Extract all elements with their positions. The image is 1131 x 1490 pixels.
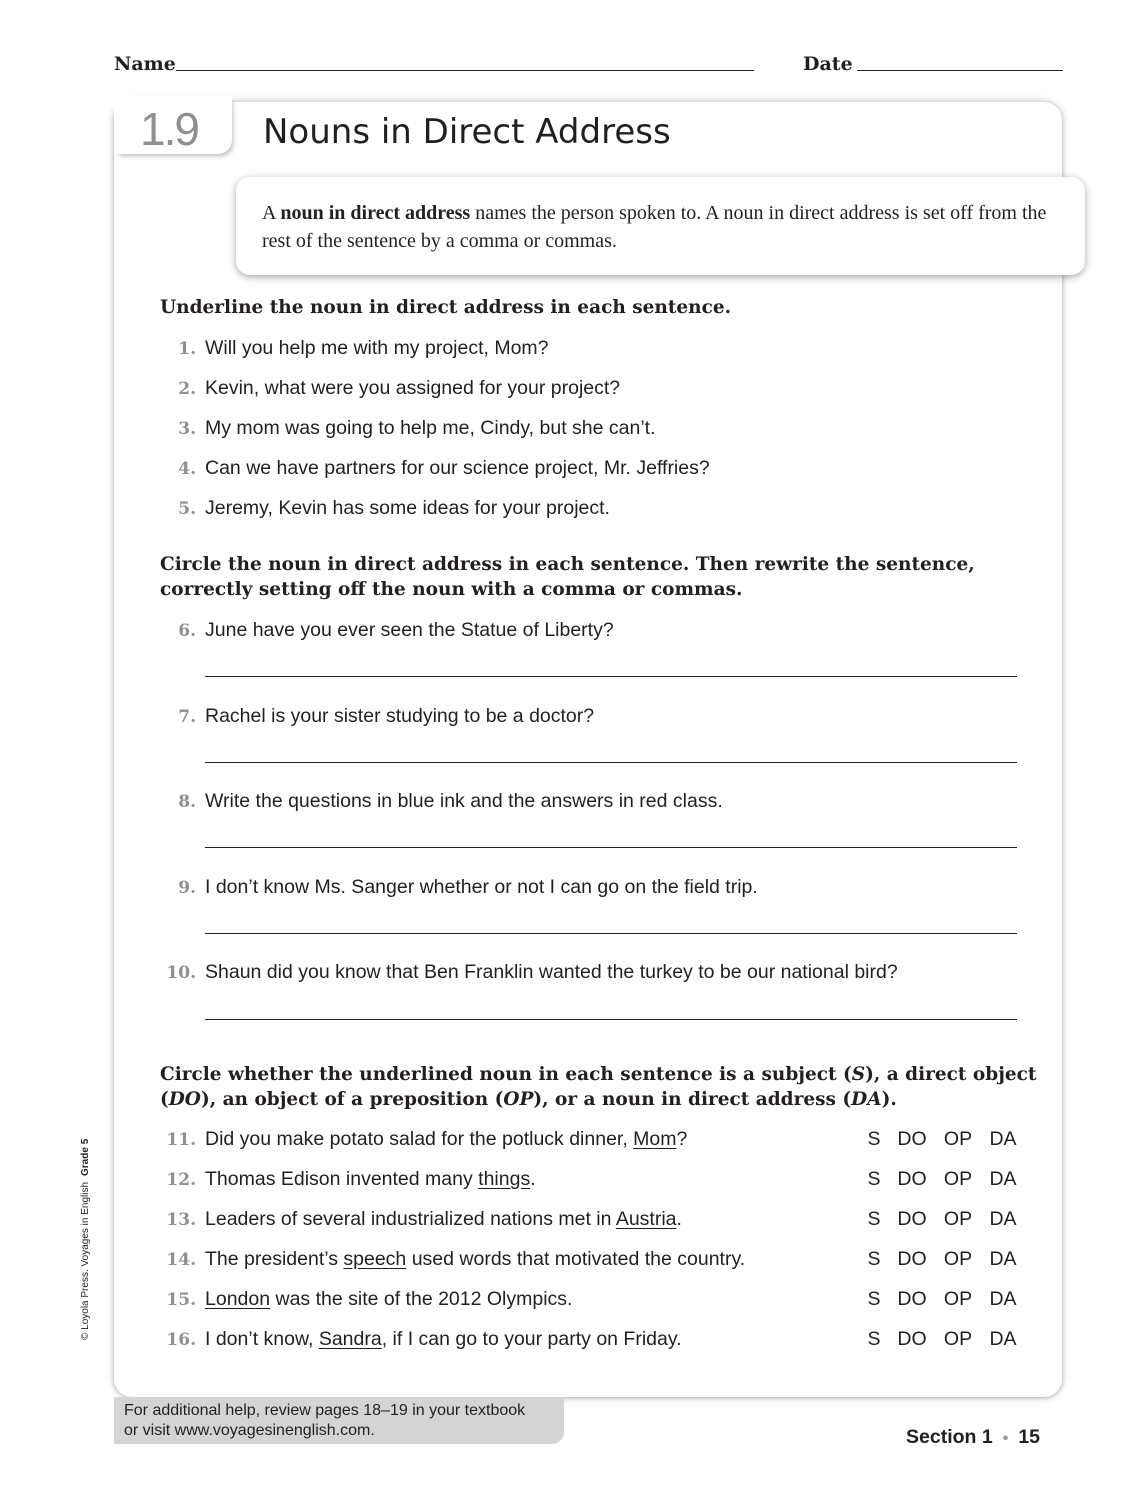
list-item: 1. Will you help me with my project, Mom?: [178, 337, 549, 359]
bullet-separator: •: [1002, 1430, 1009, 1447]
choice-da[interactable]: DA: [989, 1288, 1017, 1310]
instruction-part1: Underline the noun in direct address in each sentence.: [160, 297, 732, 318]
underlined-noun: Sandra: [318, 1328, 382, 1350]
table-row: 16. I don’t know, Sandra, if I can go to your party on Friday.: [166, 1328, 682, 1350]
answer-choices: [862, 1287, 1028, 1311]
choice-s[interactable]: S: [867, 1168, 881, 1190]
underlined-noun: things: [478, 1168, 531, 1190]
choice-s[interactable]: S: [867, 1288, 881, 1310]
list-item: 10. Shaun did you know that Ben Franklin wanted the turkey to be our national bird?: [166, 961, 898, 983]
underlined-noun: Mom: [633, 1128, 677, 1150]
list-item: 4. Can we have partners for our science project, Mr. Jeffries?: [178, 457, 710, 479]
answer-line[interactable]: [205, 933, 1017, 934]
choice-da[interactable]: DA: [989, 1128, 1017, 1150]
answer-line[interactable]: [205, 1019, 1017, 1020]
page-footer: [906, 1426, 1040, 1449]
table-row: 15. London was the site of the 2012 Olympics.: [166, 1288, 573, 1310]
instruction-part3: Circle whether the underlined noun in each sentence is a subject (S), a direct object (DO), an object of a preposition (OP), or a noun in direct address (DA).: [160, 1064, 1037, 1110]
help-link[interactable]: or visit www.voyagesinenglish.com.: [124, 1422, 375, 1439]
choice-da[interactable]: DA: [989, 1328, 1017, 1350]
choice-s[interactable]: S: [867, 1208, 881, 1230]
table-row: 14. The president’s speech used words that motivated the country.: [166, 1248, 746, 1270]
date-label: Date: [803, 53, 853, 75]
list-item: 9. I don’t know Ms. Sanger whether or not I can go on the field trip.: [178, 876, 758, 898]
choice-do[interactable]: DO: [897, 1328, 927, 1350]
table-row: 13. Leaders of several industrialized nations met in Austria.: [166, 1208, 682, 1230]
answer-choices: [862, 1247, 1028, 1271]
help-box: [114, 1397, 564, 1444]
choice-op[interactable]: OP: [943, 1288, 973, 1310]
underlined-noun: Austria: [615, 1208, 677, 1230]
page-number: 15: [1018, 1426, 1041, 1448]
choice-do[interactable]: DO: [897, 1168, 927, 1190]
copyright-credit: © Loyola Press. Voyages in EnglishGrade 5: [80, 1138, 91, 1340]
underlined-noun: London: [205, 1288, 271, 1310]
list-item: 5. Jeremy, Kevin has some ideas for your project.: [178, 497, 610, 519]
choice-s[interactable]: S: [867, 1328, 881, 1350]
instruction-part2: Circle the noun in direct address in each sentence. Then rewrite the sentence, correctly setting off the noun with a comma or commas.: [160, 554, 975, 600]
answer-line[interactable]: [205, 676, 1017, 677]
list-item: 8. Write the questions in blue ink and the answers in red class.: [178, 790, 723, 812]
choice-da[interactable]: DA: [989, 1208, 1017, 1230]
table-row: 11. Did you make potato salad for the potluck dinner, Mom?: [166, 1128, 688, 1150]
date-field[interactable]: [857, 70, 1063, 71]
answer-choices: [862, 1127, 1028, 1151]
answer-choices: [862, 1207, 1028, 1231]
answer-choices: [862, 1327, 1028, 1351]
choice-s[interactable]: S: [867, 1128, 881, 1150]
choice-op[interactable]: OP: [943, 1128, 973, 1150]
list-item: 7. Rachel is your sister studying to be a doctor?: [178, 705, 595, 727]
page-title: Nouns in Direct Address: [263, 112, 671, 152]
choice-do[interactable]: DO: [897, 1248, 927, 1270]
choice-op[interactable]: OP: [943, 1328, 973, 1350]
underlined-noun: speech: [343, 1248, 407, 1270]
table-row: 12. Thomas Edison invented many things.: [166, 1168, 536, 1190]
choice-da[interactable]: DA: [989, 1248, 1017, 1270]
choice-op[interactable]: OP: [943, 1208, 973, 1230]
name-label: Name: [114, 53, 176, 75]
definition-text: A noun in direct address names the person spoken to. A noun in direct address is set off from the rest of the sentence by a comma or commas.: [262, 202, 1047, 252]
list-item: 2. Kevin, what were you assigned for your project?: [178, 377, 621, 399]
definition-term: noun in direct address: [280, 202, 471, 224]
list-item: 6. June have you ever seen the Statue of Liberty?: [178, 619, 614, 641]
answer-line[interactable]: [205, 762, 1017, 763]
choice-do[interactable]: DO: [897, 1208, 927, 1230]
choice-s[interactable]: S: [867, 1248, 881, 1270]
help-text: For additional help, review pages 18–19 in your textbook or visit www.voyagesinenglish.com.: [124, 1401, 564, 1441]
choice-op[interactable]: OP: [943, 1168, 973, 1190]
lesson-number: 1.9: [140, 103, 198, 155]
name-field[interactable]: [176, 70, 754, 71]
list-item: 3. My mom was going to help me, Cindy, but she can’t.: [178, 417, 656, 439]
answer-choices: [862, 1167, 1028, 1191]
definition-box: [236, 177, 1085, 275]
choice-da[interactable]: DA: [989, 1168, 1017, 1190]
choice-do[interactable]: DO: [897, 1288, 927, 1310]
choice-do[interactable]: DO: [897, 1128, 927, 1150]
section-label: Section 1: [906, 1426, 993, 1448]
choice-op[interactable]: OP: [943, 1248, 973, 1270]
answer-line[interactable]: [205, 847, 1017, 848]
